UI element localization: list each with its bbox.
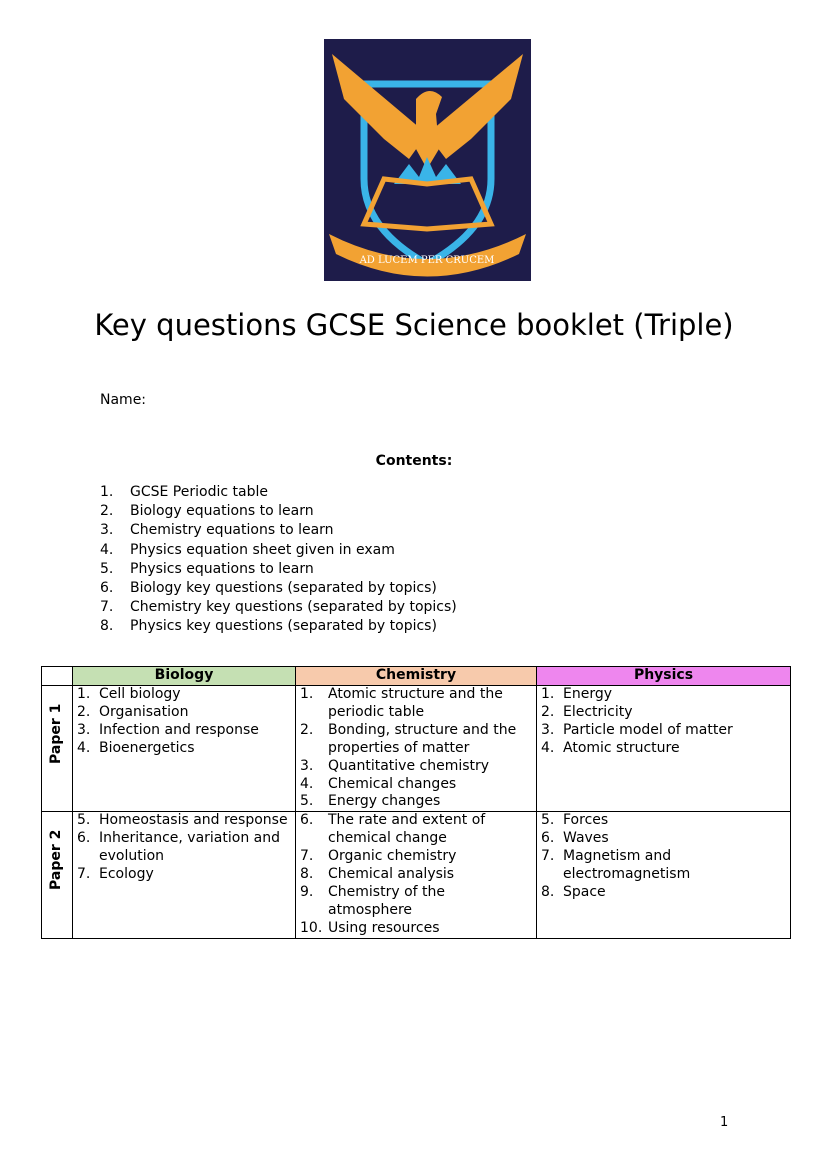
topic-text: Atomic structure: [563, 739, 680, 756]
item-number: 8.: [100, 618, 114, 635]
topic-item: [77, 704, 291, 722]
topic-item: [300, 812, 532, 848]
topic-item: [77, 830, 291, 866]
topic-number: 6.: [77, 830, 91, 847]
contents-item: [100, 483, 457, 502]
topic-number: 10.: [300, 919, 323, 936]
item-number: 5.: [100, 560, 114, 577]
contents-item: [100, 560, 457, 579]
item-text: Chemistry equations to learn: [130, 522, 334, 539]
contents-item: [100, 579, 457, 598]
topic-number: 1.: [77, 686, 91, 702]
topic-text: Organisation: [99, 703, 189, 720]
topic-item: [541, 830, 786, 848]
topic-item: [300, 722, 532, 758]
paper-1-label: Paper 1: [48, 703, 65, 764]
topic-item: [77, 722, 291, 740]
topic-text: Chemistry of the atmosphere: [328, 883, 445, 918]
topic-text: Magnetism and electromagnetism: [563, 848, 691, 883]
item-text: Biology equations to learn: [130, 503, 314, 520]
logo-motto: AD LUCEM PER CRUCEM: [359, 255, 495, 266]
topic-list: [77, 812, 291, 884]
item-number: 3.: [100, 522, 114, 539]
topic-number: 6.: [300, 812, 314, 829]
school-crest-logo: [324, 39, 531, 281]
contents-item: [100, 521, 457, 540]
topic-text: Infection and response: [99, 721, 259, 738]
topic-text: Homeostasis and response: [99, 812, 288, 829]
corner-cell: [42, 667, 73, 686]
contents-item: [100, 502, 457, 521]
topic-number: 4.: [300, 775, 314, 792]
topic-number: 4.: [77, 739, 91, 756]
topic-item: [300, 793, 532, 811]
paper2-physics: [537, 812, 791, 938]
topic-item: [541, 848, 786, 884]
header-physics: Physics: [537, 667, 791, 686]
topic-text: Organic chemistry: [328, 848, 457, 865]
topic-number: 8.: [300, 866, 314, 883]
item-text: Physics equations to learn: [130, 560, 314, 577]
item-number: 1.: [100, 484, 114, 500]
item-text: GCSE Periodic table: [130, 484, 268, 500]
topic-list: [541, 812, 786, 902]
topic-item: [77, 686, 291, 704]
topic-text: Energy: [563, 686, 613, 702]
topic-item: [77, 866, 291, 884]
paper2-biology: [73, 812, 296, 938]
topic-text: Energy changes: [328, 793, 441, 810]
topic-text: Atomic structure and the periodic table: [328, 686, 503, 720]
topic-number: 2.: [77, 703, 91, 720]
paper1-biology: [73, 686, 296, 812]
topic-text: Inheritance, variation and evolution: [99, 830, 280, 865]
header-chemistry: Chemistry: [296, 667, 537, 686]
topic-number: 3.: [77, 721, 91, 738]
topic-number: 7.: [300, 848, 314, 865]
topic-list: [541, 686, 786, 758]
topic-item: [77, 740, 291, 758]
topic-item: [300, 776, 532, 794]
topic-number: 1.: [541, 686, 555, 702]
topic-text: Quantitative chemistry: [328, 757, 490, 774]
topic-item: [300, 866, 532, 884]
topic-item: [300, 848, 532, 866]
item-text: Biology key questions (separated by topics): [130, 580, 437, 597]
item-text: Physics equation sheet given in exam: [130, 541, 395, 558]
topic-number: 5.: [541, 812, 555, 829]
topic-number: 9.: [300, 883, 314, 900]
topic-text: The rate and extent of chemical change: [328, 812, 486, 847]
topic-item: [541, 884, 786, 902]
topic-number: 6.: [541, 830, 555, 847]
topic-text: Electricity: [563, 703, 633, 720]
topic-text: Bonding, structure and the properties of matter: [328, 721, 517, 756]
topic-item: [300, 920, 532, 938]
topic-text: Space: [563, 883, 606, 900]
topic-text: Cell biology: [99, 686, 181, 702]
paper-2-label: Paper 2: [48, 829, 65, 891]
topic-number: 8.: [541, 883, 555, 900]
topic-list: [300, 812, 532, 937]
topic-number: 2.: [300, 721, 314, 738]
topic-number: 5.: [300, 793, 314, 810]
topic-item: [541, 704, 786, 722]
name-label: Name:: [100, 392, 147, 408]
topic-item: [300, 758, 532, 776]
topic-text: Particle model of matter: [563, 721, 733, 738]
contents-item: [100, 541, 457, 560]
topic-item: [541, 740, 786, 758]
topic-text: Bioenergetics: [99, 739, 195, 756]
topic-text: Using resources: [328, 919, 440, 936]
paper1-physics: [537, 686, 791, 812]
topic-number: 1.: [300, 686, 314, 702]
page-title: Key questions GCSE Science booklet (Triple): [94, 308, 734, 342]
item-number: 7.: [100, 599, 114, 616]
row-label-paper-2: [42, 812, 73, 938]
topic-number: 7.: [541, 848, 555, 865]
contents-heading: Contents:: [375, 453, 453, 469]
topic-item: [541, 686, 786, 704]
item-text: Chemistry key questions (separated by topics): [130, 599, 457, 616]
topic-item: [77, 812, 291, 830]
topic-text: Ecology: [99, 866, 154, 883]
topic-item: [300, 686, 532, 722]
paper2-chemistry: [296, 812, 537, 938]
topic-text: Chemical analysis: [328, 866, 455, 883]
item-number: 2.: [100, 503, 114, 520]
page-number: 1: [720, 1115, 729, 1130]
paper1-chemistry: [296, 686, 537, 812]
contents-list: [100, 483, 457, 637]
topics-table: [41, 666, 791, 939]
topic-number: 4.: [541, 739, 555, 756]
topic-number: 5.: [77, 812, 91, 829]
topic-number: 7.: [77, 866, 91, 883]
topic-number: 2.: [541, 703, 555, 720]
topic-text: Chemical changes: [328, 775, 457, 792]
topic-text: Waves: [563, 830, 609, 847]
item-number: 4.: [100, 541, 114, 558]
topic-item: [541, 812, 786, 830]
contents-item: [100, 598, 457, 617]
topic-text: Forces: [563, 812, 609, 829]
topic-item: [300, 884, 532, 920]
topic-item: [541, 722, 786, 740]
topic-list: [77, 686, 291, 758]
topic-number: 3.: [541, 721, 555, 738]
item-text: Physics key questions (separated by topics): [130, 618, 437, 635]
header-biology: Biology: [73, 667, 296, 686]
topic-list: [300, 686, 532, 811]
topic-number: 3.: [300, 757, 314, 774]
item-number: 6.: [100, 580, 114, 597]
row-label-paper-1: [42, 686, 73, 812]
contents-item: [100, 617, 457, 636]
